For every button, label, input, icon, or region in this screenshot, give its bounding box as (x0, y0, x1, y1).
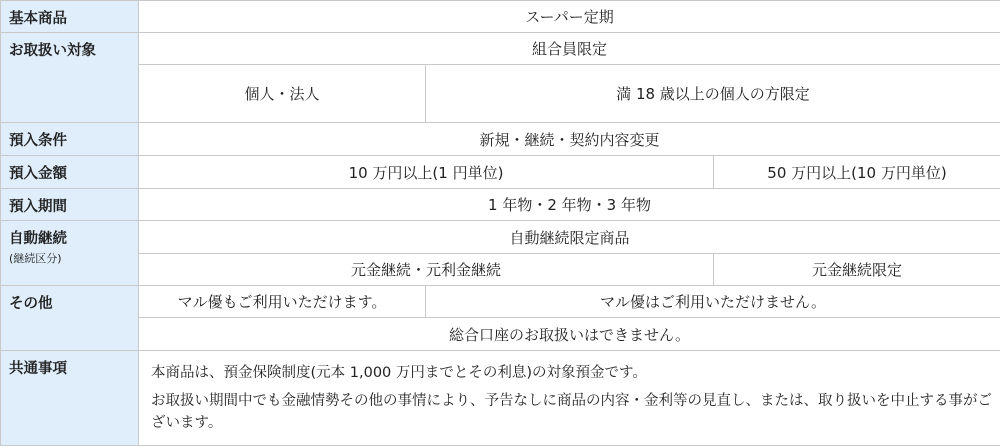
value-other-a: マル優もご利用いただけます。 (139, 286, 426, 318)
label-other: その他 (1, 286, 139, 351)
common-note-2: お取扱い期間中でも金融情勢その他の事情により、予告なしに商品の内容・金利等の見直し、または、取り扱いを中止する事がございます。 (151, 393, 992, 431)
label-target: お取扱い対象 (1, 33, 139, 123)
row-period (1, 189, 1000, 221)
value-amount-b: 50 万円以上(10 万円単位) (714, 156, 1000, 189)
row-amount (1, 156, 1000, 189)
row-other-2 (1, 318, 1000, 351)
row-other (1, 286, 1000, 318)
value-other-b: マル優はご利用いただけません。 (426, 286, 1000, 318)
value-auto-renew: 自動継続限定商品 (139, 221, 1000, 254)
label-auto-renew (1, 221, 139, 286)
label-period: 預入期間 (1, 189, 139, 221)
label-base-product: 基本商品 (1, 1, 139, 33)
value-conditions: 新規・継続・契約内容変更 (139, 123, 1000, 156)
row-common (1, 351, 1000, 446)
value-period: 1 年物・2 年物・3 年物 (139, 189, 1000, 221)
value-target-limited: 満 18 歳以上の個人の方限定 (426, 65, 1000, 123)
label-auto-renew-text: 自動継続 (9, 231, 67, 247)
row-conditions (1, 123, 1000, 156)
row-target-detail (1, 65, 1000, 123)
row-auto-renew (1, 221, 1000, 254)
value-target: 組合員限定 (139, 33, 1000, 65)
value-other-c: 総合口座のお取扱いはできません。 (139, 318, 1000, 351)
value-amount-a: 10 万円以上(1 円単位) (139, 156, 714, 189)
row-auto-renew-options (1, 254, 1000, 286)
label-conditions: 預入条件 (1, 123, 139, 156)
value-auto-renew-b: 元金継続限定 (714, 254, 1000, 286)
value-auto-renew-a: 元金継続・元利金継続 (139, 254, 714, 286)
row-base-product (1, 1, 1000, 33)
label-common: 共通事項 (1, 351, 139, 446)
row-target (1, 33, 1000, 65)
label-amount: 預入金額 (1, 156, 139, 189)
label-auto-renew-sub: (継続区分) (9, 252, 62, 265)
value-base-product: スーパー定期 (139, 1, 1000, 33)
value-common (139, 351, 1000, 446)
common-note-1: 本商品は、預金保険制度(元本 1,000 万円までとその利息)の対象預金です。 (151, 365, 647, 381)
value-target-individual: 個人・法人 (139, 65, 426, 123)
